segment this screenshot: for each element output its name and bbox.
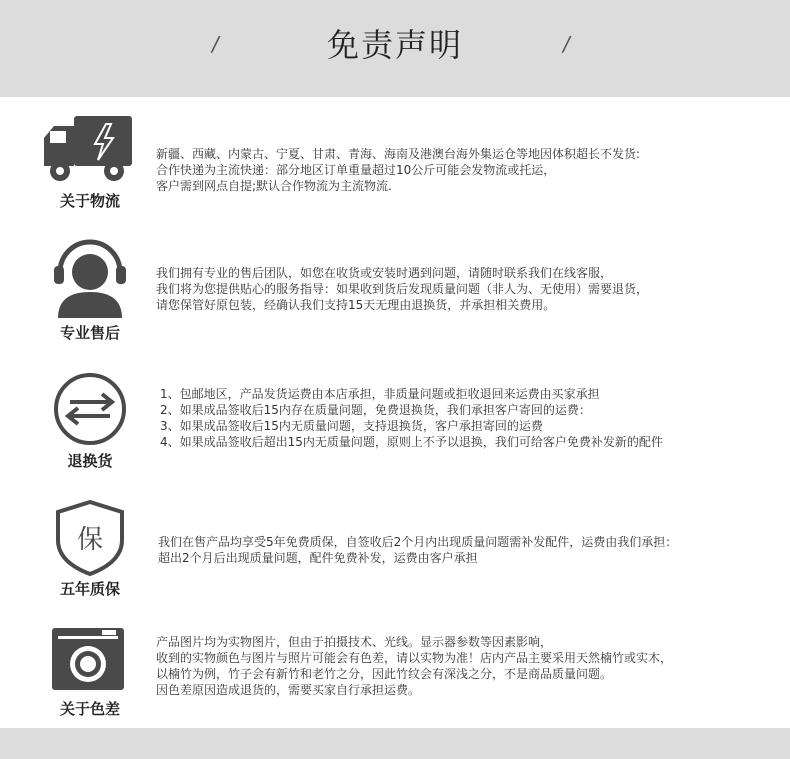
text-line: 收到的实物颜色与图片与照片可能会有色差，请以实物为准！店内产品主要采用天然楠竹或实木，: [156, 651, 673, 665]
truck-lightning-icon: [40, 116, 140, 196]
text-line: 2、如果成品签收后15内存在质量问题，免费退换货，我们承担客户寄回的运费：: [160, 403, 591, 417]
section-text: [156, 265, 776, 313]
section-label: 关于物流: [59, 192, 120, 210]
section-label: 专业售后: [59, 324, 120, 342]
section-label: 五年质保: [59, 580, 120, 598]
shield-icon-text: 保: [76, 525, 104, 555]
text-line: 我们将为您提供贴心的服务指导：如果收到货后发现质量问题（非人为、无使用）需要退货，: [156, 282, 649, 296]
text-line: 3、如果成品签收后15内无质量问题，支持退换货，客户承担寄回的运费: [160, 419, 543, 433]
text-line: 我们拥有专业的售后团队，如您在收货或安装时遇到问题，请随时联系我们在线客服，: [156, 266, 613, 280]
section-text: [156, 386, 776, 450]
exchange-arrows-icon: [40, 372, 140, 452]
left-slash-decoration: /: [212, 32, 219, 56]
text-line: 我们在售产品均享受5年免费质保，自签收后2个月内出现质量问题需补发配件，运费由我们承担：: [158, 535, 678, 549]
text-line: 请您保管好原包装，经确认我们支持15天无理由退换货，并承担相关费用。: [156, 298, 556, 312]
footer-bar: [0, 728, 790, 759]
text-line: 1、包邮地区，产品发货运费由本店承担，非质量问题或拒收退回来运费由买家承担: [160, 387, 600, 401]
camera-icon: [40, 626, 140, 706]
text-line: 以楠竹为例，竹子会有新竹和老竹之分，因此竹纹会有深浅之分，不是商品质量问题。: [156, 667, 613, 681]
text-line: 产品图片均为实物图片，但由于拍摄技术、光线。显示器参数等因素影响，: [156, 635, 553, 649]
headset-person-icon: [40, 238, 140, 318]
section-label: 退换货: [67, 452, 113, 470]
shield-icon: [40, 500, 140, 580]
section-text: [156, 634, 776, 698]
text-line: 超出2个月后出现质量问题，配件免费补发，运费由客户承担: [158, 551, 478, 565]
section-text: [156, 146, 776, 194]
header-banner: [0, 0, 790, 97]
text-line: 4、如果成品签收后超出15内无质量问题，原则上不予以退换，我们可给客户免费补发新的配件: [160, 435, 663, 449]
text-line: 因色差原因造成退货的，需要买家自行承担运费。: [156, 683, 421, 697]
text-line: 合作快递为主流快递：部分地区订单重量超过10公斤可能会发物流或托运，: [156, 163, 556, 177]
text-line: 新疆、西藏、内蒙古、宁夏、甘肃、青海、海南及港澳台海外集运仓等地因体积超长不发货:: [156, 147, 641, 161]
right-slash-decoration: /: [563, 32, 570, 56]
section-label: 关于色差: [59, 700, 120, 718]
page-title: 免责声明: [326, 26, 463, 64]
text-line: 客户需到网点自提;默认合作物流为主流物流.: [156, 179, 392, 193]
section-text: [156, 534, 776, 566]
